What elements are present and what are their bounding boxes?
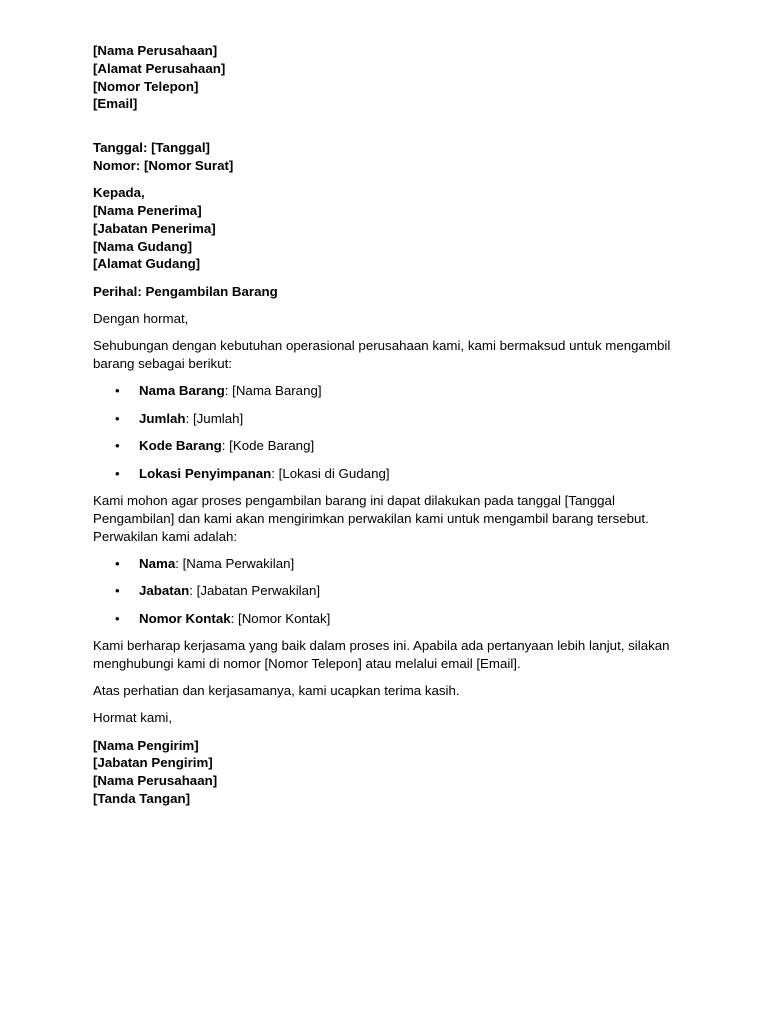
thanks-line: Atas perhatian dan kerjasamanya, kami ucapkan terima kasih. xyxy=(93,682,460,698)
bullet-icon: • xyxy=(115,383,120,399)
list-item xyxy=(93,610,683,628)
rep-label: Jabatan xyxy=(139,583,190,599)
list-item xyxy=(93,382,683,400)
item-value: : [Lokasi di Gudang] xyxy=(271,465,390,481)
recipient-position: [Jabatan Penerima] xyxy=(93,220,216,236)
closing-paragraph: Kami berharap kerjasama yang baik dalam proses ini. Apabila ada pertanyaan lebih lanjut, silakan menghubungi kami di nomor [Nomor Telepon] atau melalui email [Email]. xyxy=(93,637,670,671)
signature-position: [Jabatan Pengirim] xyxy=(93,755,213,771)
intro-paragraph: Sehubungan dengan kebutuhan operasional perusahaan kami, kami bermaksud untuk mengambil barang sebagai berikut: xyxy=(93,338,671,372)
pickup-paragraph: Kami mohon agar proses pengambilan barang ini dapat dilakukan pada tanggal [Tanggal Pengambilan] dan kami akan mengirimkan perwakilan kami untuk mengambil barang tersebut. Perwakilan kami adalah: xyxy=(93,492,649,544)
greeting: Dengan hormat, xyxy=(93,311,189,327)
item-list xyxy=(93,382,683,482)
sender-phone: [Nomor Telepon] xyxy=(93,78,199,94)
bullet-icon: • xyxy=(115,465,120,481)
item-label: Jumlah xyxy=(139,410,186,426)
rep-value: : [Jabatan Perwakilan] xyxy=(189,583,321,599)
rep-value: : [Nomor Kontak] xyxy=(230,610,331,626)
sender-block xyxy=(93,42,683,113)
list-item xyxy=(93,437,683,455)
bullet-icon: • xyxy=(115,555,120,571)
bullet-icon: • xyxy=(115,438,120,454)
signature-company: [Nama Perusahaan] xyxy=(93,773,218,789)
item-label: Nama Barang xyxy=(139,383,225,399)
spacer xyxy=(93,113,683,139)
item-value: : [Kode Barang] xyxy=(221,438,315,454)
sender-company: [Nama Perusahaan] xyxy=(93,43,218,58)
bullet-icon: • xyxy=(115,583,120,599)
rep-label: Nomor Kontak xyxy=(139,610,231,626)
subject-line: Perihal: Pengambilan Barang xyxy=(93,283,278,299)
item-value: : [Jumlah] xyxy=(185,410,244,426)
item-label: Kode Barang xyxy=(139,438,222,454)
item-label: Lokasi Penyimpanan xyxy=(139,465,272,481)
sender-address: [Alamat Perusahaan] xyxy=(93,60,226,76)
sender-email: [Email] xyxy=(93,96,138,112)
letter-number-line: Nomor: [Nomor Surat] xyxy=(93,157,234,173)
list-item xyxy=(93,582,683,600)
signature-block xyxy=(93,737,683,808)
signature-sign: [Tanda Tangan] xyxy=(93,790,191,806)
bullet-icon: • xyxy=(115,410,120,426)
recipient-block xyxy=(93,184,683,273)
recipient-warehouse: [Nama Gudang] xyxy=(93,238,192,254)
representative-list xyxy=(93,555,683,628)
letter-page xyxy=(93,42,683,808)
rep-label: Nama xyxy=(139,555,176,571)
list-item xyxy=(93,555,683,573)
signature-name: [Nama Pengirim] xyxy=(93,737,199,753)
recipient-name: [Nama Penerima] xyxy=(93,203,202,219)
recipient-warehouse-address: [Alamat Gudang] xyxy=(93,256,201,272)
list-item xyxy=(93,410,683,428)
regards-line: Hormat kami, xyxy=(93,710,173,726)
date-line: Tanggal: [Tanggal] xyxy=(93,140,210,156)
recipient-to: Kepada, xyxy=(93,185,145,201)
list-item xyxy=(93,465,683,483)
item-value: : [Nama Barang] xyxy=(224,383,322,399)
letter-meta xyxy=(93,139,683,175)
rep-value: : [Nama Perwakilan] xyxy=(175,555,295,571)
bullet-icon: • xyxy=(115,610,120,626)
